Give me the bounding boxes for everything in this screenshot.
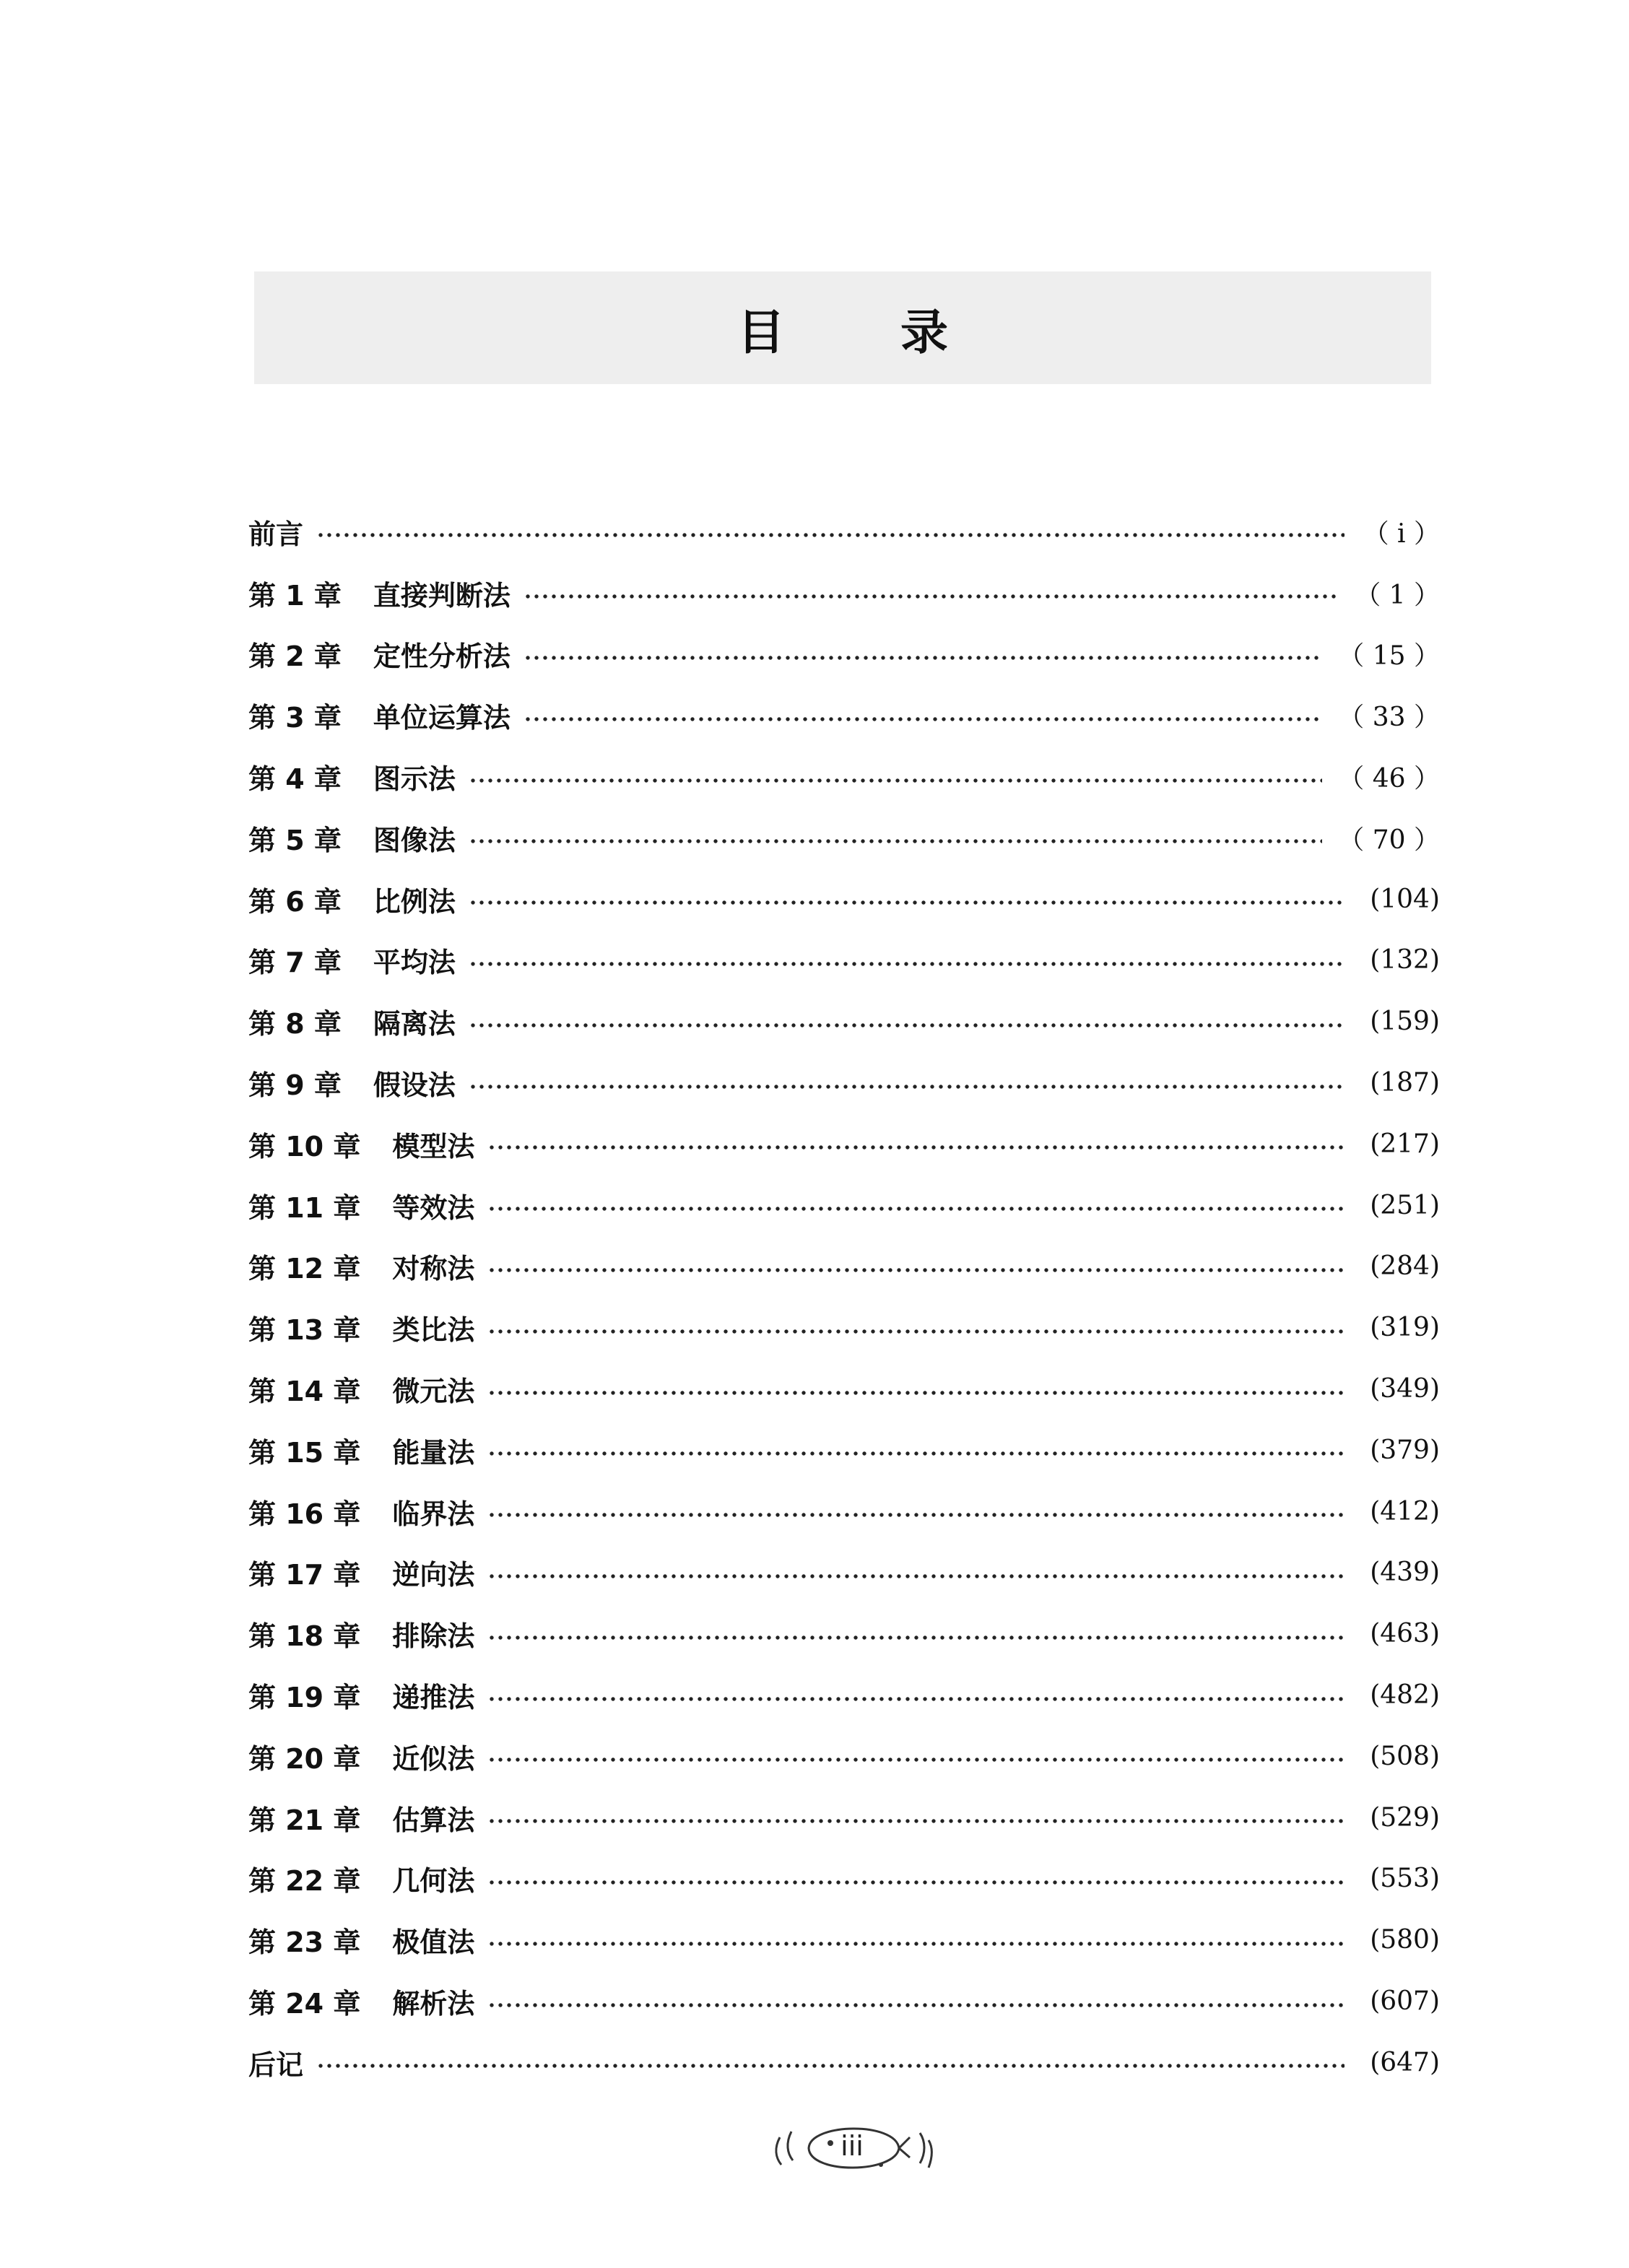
toc-entry-label [248,1798,487,1838]
toc-page-number: （ i ） [1363,518,1440,549]
toc-chapter-number: 第 23 章 [248,1926,361,1959]
toc-entry-label [248,1920,487,1960]
toc-entry[interactable] [248,1052,1440,1113]
toc-chapter-number: 第 11 章 [248,1191,361,1224]
toc-chapter-number: 第 6 章 [248,885,342,918]
toc-chapter-number: 第 14 章 [248,1376,361,1408]
toc-chapter-title: 单位运算法 [373,702,511,734]
dot-leader [487,1573,1345,1579]
toc-entry[interactable] [248,1909,1440,1971]
toc-entry-label [248,757,469,796]
toc-entry-label [248,1186,487,1225]
toc-entry[interactable] [248,807,1440,869]
dot-leader [487,1941,1345,1947]
toc-entry-label [248,879,469,919]
dot-leader [469,1084,1345,1090]
toc-page-number: (349) [1370,1374,1440,1404]
toc-chapter-title: 图示法 [373,763,456,796]
toc-page-number: （ 1 ） [1355,580,1440,610]
toc-page-number: （ 46 ） [1338,764,1440,794]
dot-leader [487,1696,1345,1702]
dot-leader [487,1451,1345,1456]
toc-page-number: (463) [1370,1619,1440,1649]
toc-chapter-title: 解析法 [392,1988,475,2020]
toc-entry-label [248,1002,469,1041]
toc-entry[interactable] [248,991,1440,1052]
dot-leader [487,1818,1345,1824]
toc-chapter-number: 第 4 章 [248,763,342,796]
toc-entry-label [248,1859,487,1898]
toc-entry-label [248,940,469,980]
toc-chapter-title: 几何法 [392,1865,475,1898]
toc-entry-label [248,1063,469,1103]
toc-chapter-title: 前言 [248,518,304,550]
toc-entry[interactable] [248,1358,1440,1420]
toc-entry-label [248,695,524,735]
toc-chapter-number: 第 7 章 [248,947,342,979]
toc-chapter-number: 第 5 章 [248,824,342,856]
dot-leader [469,961,1345,967]
toc-entry[interactable] [248,562,1440,624]
toc-entry-label [248,634,524,674]
toc-entry[interactable] [248,1420,1440,1481]
toc-entry[interactable] [248,1664,1440,1726]
dot-leader [487,1206,1345,1212]
toc-page-number: (187) [1370,1068,1440,1098]
toc-entry[interactable] [248,1481,1440,1542]
toc-page-number: (319) [1370,1313,1440,1343]
toc-chapter-number: 第 22 章 [248,1865,361,1898]
toc-page-number: (251) [1370,1190,1440,1220]
toc-chapter-title: 隔离法 [373,1008,456,1040]
toc-chapter-title: 逆向法 [392,1559,475,1591]
dot-leader [524,716,1322,722]
toc-page-number: （ 70 ） [1338,825,1440,855]
dot-leader [524,594,1339,599]
dot-leader [487,1880,1345,1885]
toc-chapter-title: 微元法 [392,1376,475,1408]
toc-entry-label [248,1675,487,1715]
toc-chapter-title: 临界法 [392,1498,475,1530]
dot-leader [469,900,1345,905]
toc-entry-label [248,573,524,613]
toc-page-number: (607) [1370,1986,1440,2017]
toc-chapter-number: 第 19 章 [248,1682,361,1714]
toc-entry[interactable] [248,1603,1440,1664]
dot-leader [487,1329,1345,1334]
toc-chapter-title: 对称法 [392,1253,475,1285]
toc-chapter-title: 定性分析法 [373,640,511,673]
toc-chapter-title: 递推法 [392,1682,475,1714]
toc-chapter-number: 第 2 章 [248,640,342,673]
dot-leader [487,1144,1345,1150]
toc-page-number: (439) [1370,1557,1440,1588]
toc-entry-label [248,1430,487,1470]
toc-entry[interactable] [248,869,1440,930]
toc-entry[interactable] [248,1175,1440,1236]
dot-leader [316,532,1345,538]
toc-page-number: (159) [1370,1007,1440,1037]
toc-chapter-title: 类比法 [392,1314,475,1347]
toc-entry-label [248,2043,316,2082]
toc-entry-label [248,1981,487,2021]
toc-chapter-title: 图像法 [373,824,456,856]
dot-leader [487,2002,1345,2008]
toc-chapter-title: 等效法 [392,1191,475,1224]
toc-chapter-number: 第 24 章 [248,1988,361,2020]
page-number: iii [840,2130,864,2162]
toc-chapter-title: 近似法 [392,1742,475,1775]
toc-entry-label [248,1552,487,1592]
toc-entry-label [248,1737,487,1776]
toc-chapter-title: 模型法 [392,1130,475,1163]
toc-page-number: (284) [1370,1251,1440,1282]
toc-entry-label [248,1308,487,1347]
toc-chapter-number: 第 21 章 [248,1804,361,1836]
toc-chapter-title: 直接判断法 [373,579,511,612]
toc-page-number: (104) [1370,884,1440,914]
toc-entry-label [248,1369,487,1409]
dot-leader [469,1022,1345,1028]
dot-leader [524,655,1322,661]
toc-chapter-number: 第 8 章 [248,1008,342,1040]
table-of-contents [248,501,1440,2093]
toc-chapter-title: 假设法 [373,1069,456,1102]
toc-chapter-title: 估算法 [392,1804,475,1836]
dot-leader [487,1267,1345,1273]
toc-page-number: (482) [1370,1680,1440,1711]
toc-entry[interactable] [248,1236,1440,1298]
toc-chapter-title: 平均法 [373,947,456,979]
toc-entry-label [248,818,469,858]
toc-chapter-number: 第 18 章 [248,1620,361,1653]
toc-chapter-title: 排除法 [392,1620,475,1653]
toc-entry[interactable] [248,1297,1440,1358]
toc-chapter-number: 第 13 章 [248,1314,361,1347]
page-title: 目录 [737,304,1064,360]
toc-chapter-title: 比例法 [373,885,456,918]
toc-entry[interactable] [248,685,1440,746]
dot-leader [469,778,1322,783]
toc-entry-label [248,1614,487,1654]
toc-chapter-title: 极值法 [392,1926,475,1959]
toc-entry[interactable] [248,1113,1440,1175]
toc-entry[interactable] [248,624,1440,685]
toc-entry[interactable] [248,1726,1440,1787]
toc-entry[interactable] [248,1542,1440,1604]
toc-page-number: (508) [1370,1741,1440,1771]
toc-chapter-number: 第 9 章 [248,1069,342,1102]
toc-entry-label [248,1492,487,1531]
toc-entry[interactable] [248,930,1440,991]
toc-page-number: (553) [1370,1864,1440,1894]
toc-page-number: (217) [1370,1129,1440,1159]
toc-page-number: (647) [1370,2047,1440,2077]
toc-page-number: (529) [1370,1802,1440,1833]
toc-chapter-number: 第 10 章 [248,1130,361,1163]
toc-entry[interactable] [248,501,1440,562]
title-band [254,271,1431,384]
toc-entry[interactable] [248,2032,1440,2093]
toc-page-number: (132) [1370,945,1440,976]
toc-page-number: (580) [1370,1925,1440,1955]
toc-chapter-title: 能量法 [392,1436,475,1469]
toc-chapter-number: 第 12 章 [248,1253,361,1285]
toc-entry[interactable] [248,1848,1440,1910]
dot-leader [316,2063,1345,2069]
dot-leader [469,838,1322,844]
dot-leader [487,1635,1345,1641]
toc-entry[interactable] [248,746,1440,807]
toc-chapter-number: 第 20 章 [248,1742,361,1775]
toc-chapter-number: 第 15 章 [248,1436,361,1469]
page-number-ornament [765,2108,939,2188]
toc-page-number: （ 15 ） [1338,641,1440,672]
toc-page-number: （ 33 ） [1338,703,1440,733]
toc-entry[interactable] [248,1787,1440,1848]
toc-entry[interactable] [248,1971,1440,2032]
toc-chapter-number: 第 17 章 [248,1559,361,1591]
toc-entry-label [248,512,316,552]
toc-entry-label [248,1124,487,1164]
dot-leader [487,1757,1345,1763]
toc-page-number: (379) [1370,1435,1440,1465]
dot-leader [487,1512,1345,1518]
toc-chapter-number: 第 1 章 [248,579,342,612]
toc-entry-label [248,1246,487,1286]
toc-chapter-title: 后记 [248,2048,304,2081]
toc-chapter-number: 第 16 章 [248,1498,361,1530]
dot-leader [487,1390,1345,1396]
toc-page-number: (412) [1370,1496,1440,1526]
toc-chapter-number: 第 3 章 [248,702,342,734]
